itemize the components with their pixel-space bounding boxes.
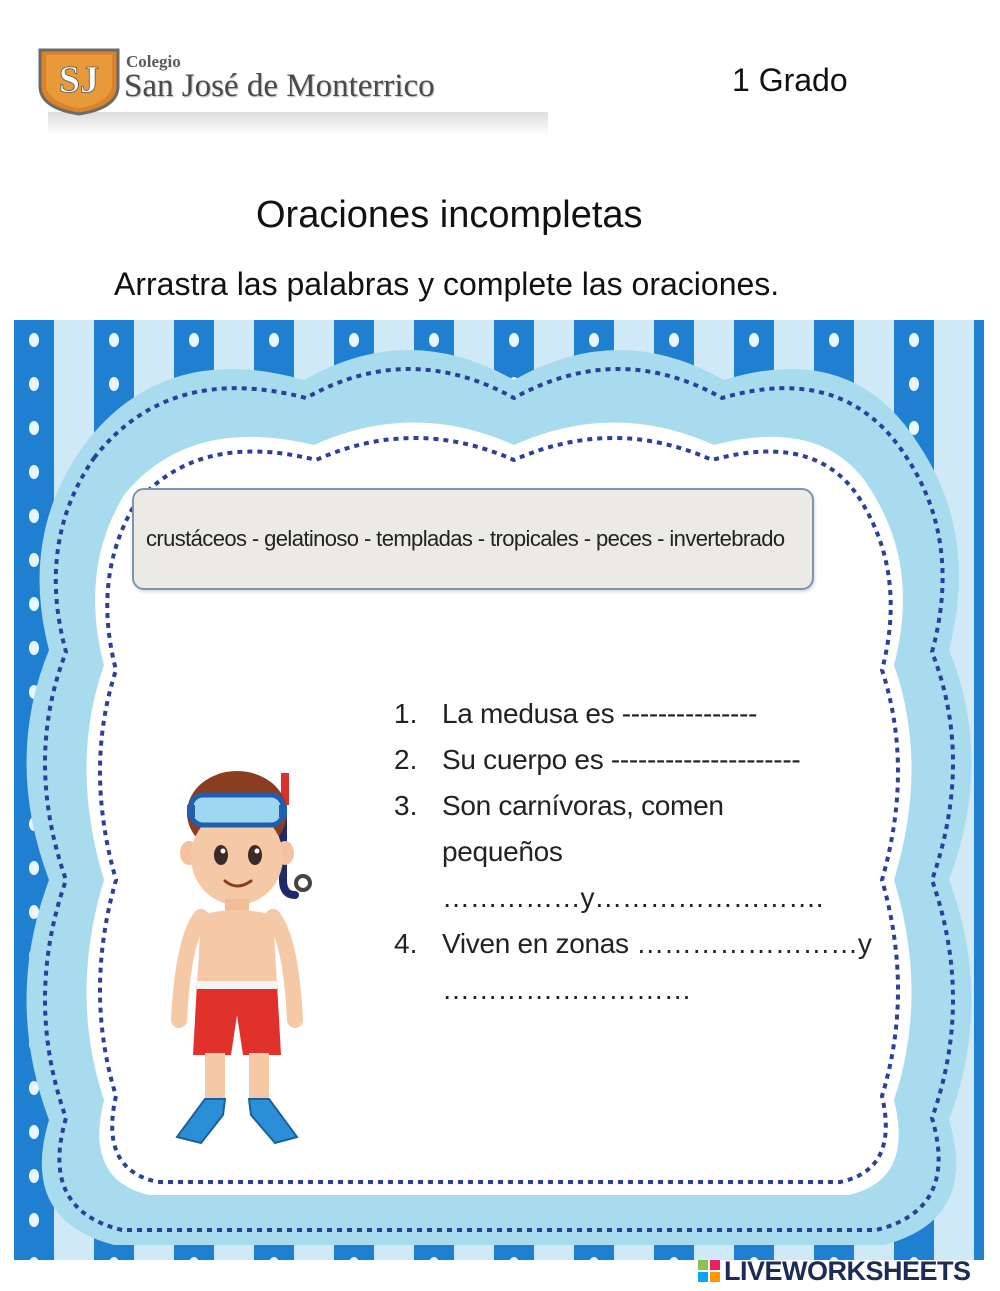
sentence-3-blank-line[interactable]: ……………y…………………….: [442, 882, 824, 913]
logo-shadow: [48, 112, 548, 136]
word-bank: [132, 488, 814, 590]
grade-label: 1 Grado: [732, 62, 848, 98]
logo-initials: SJ: [58, 59, 100, 101]
liveworksheets-text: LIVEWORKSHEETS: [724, 1256, 971, 1286]
instructions: Arrastra las palabras y complete las oraciones.: [114, 266, 780, 302]
sentence-1-text: La medusa es ---------------: [442, 698, 758, 729]
sentence-4-number: 4.: [394, 928, 418, 959]
sentence-2-number: 2.: [394, 744, 418, 775]
sentence-4-text-line-1[interactable]: Viven en zonas ……………………y: [442, 928, 872, 959]
sentence-2-text: Su cuerpo es ---------------------: [442, 744, 801, 775]
liveworksheets-logo-icon: [698, 1260, 720, 1282]
sentence-3-number: 3.: [394, 790, 418, 821]
logo-small-text: Colegio: [126, 52, 181, 71]
word-bank-text: crustáceos - gelatinoso - templadas - tropicales - peces - invertebrado: [146, 526, 785, 551]
sentence-1-number: 1.: [394, 698, 418, 729]
school-logo: [38, 46, 558, 136]
school-shield-icon: [38, 46, 120, 116]
page-title: Oraciones incompletas: [256, 194, 643, 236]
sentence-3-text-line-1: Son carnívoras, comen: [442, 790, 724, 821]
sentence-4-blank-line[interactable]: ………………………: [442, 974, 692, 1005]
sentence-3-text-line-2: pequeños: [442, 836, 563, 867]
snorkel-boy-illustration: [165, 765, 325, 1150]
logo-school-name: San José de Monterrico: [124, 68, 435, 104]
